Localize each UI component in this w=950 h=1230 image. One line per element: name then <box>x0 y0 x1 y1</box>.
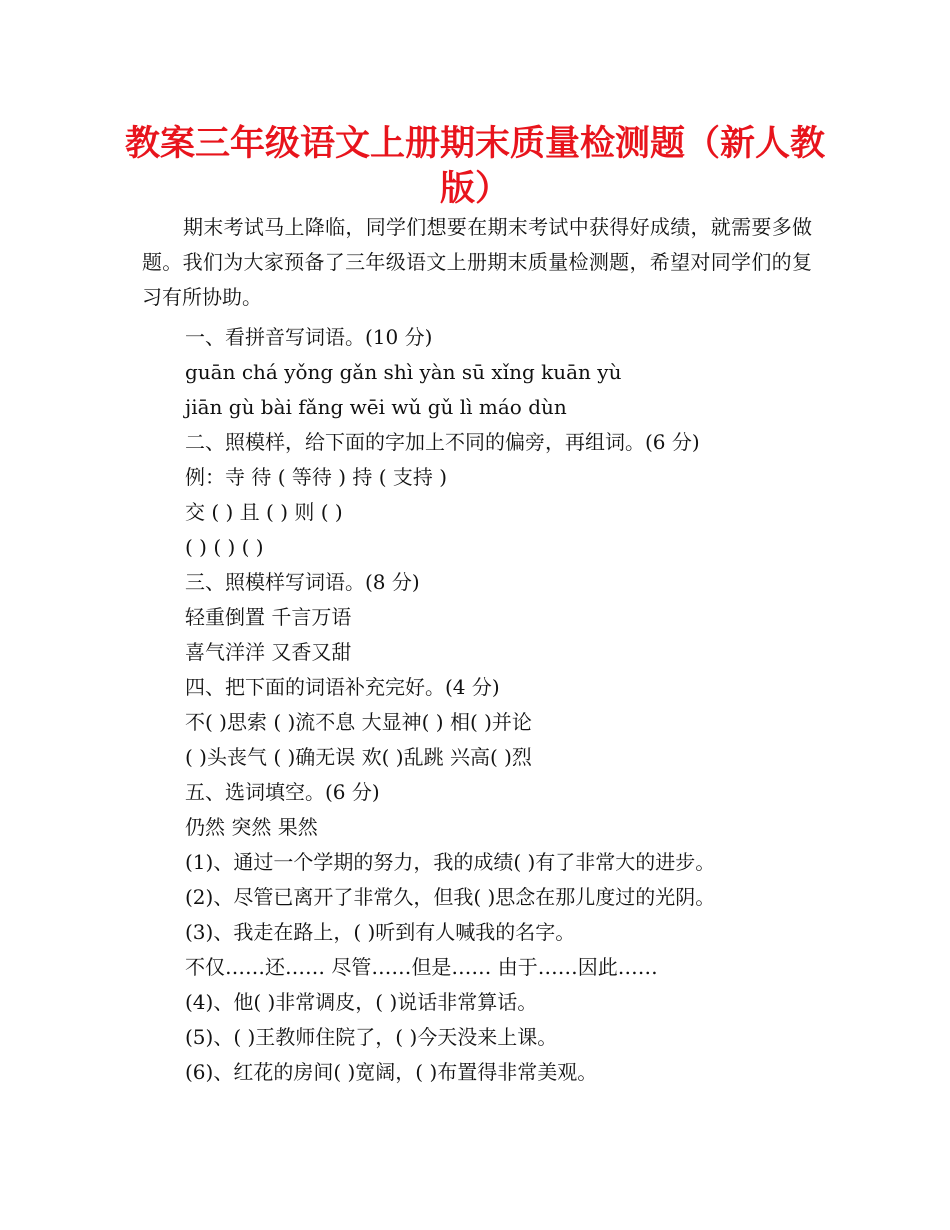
exercise-line: 不( )思索 ( )流不息 大显神( ) 相( )并论 <box>185 710 532 734</box>
question-item: (6)、红花的房间( )宽阔，( )布置得非常美观。 <box>185 1060 598 1084</box>
document-title: 教案三年级语文上册期末质量检测题（新人教版） <box>124 124 825 209</box>
pinyin-line-2: jiān gù bài fǎng wēi wǔ gǔ lì máo dùn <box>185 395 567 419</box>
section-2-heading: 二、照模样，给下面的字加上不同的偏旁，再组词。(6 分) <box>185 430 700 454</box>
word-choices: 不仅……还…… 尽管……但是…… 由于……因此…… <box>185 955 658 979</box>
exam-body <box>185 320 845 1090</box>
question-item: (5)、( )王教师住院了，( )今天没来上课。 <box>185 1025 558 1049</box>
question-item: (1)、通过一个学期的努力，我的成绩( )有了非常大的进步。 <box>185 850 716 874</box>
section-1-heading: 一、看拼音写词语。(10 分) <box>185 325 433 349</box>
section-3-heading: 三、照模样写词语。(8 分) <box>185 570 420 594</box>
section-5-heading: 五、选词填空。(6 分) <box>185 780 380 804</box>
question-item: (4)、他( )非常调皮，( )说话非常算话。 <box>185 990 538 1014</box>
exercise-line: 交 ( ) 且 ( ) 则 ( ) <box>185 500 343 524</box>
intro-paragraph: 期末考试马上降临，同学们想要在期末考试中获得好成绩，就需要多做题。我们为大家预备了三年级语文上册期末质量检测题，希望对同学们的复习有所协助。 <box>142 215 812 309</box>
word-choices: 仍然 突然 果然 <box>185 815 318 839</box>
question-item: (3)、我走在路上，( )听到有人喊我的名字。 <box>185 920 576 944</box>
section-4-heading: 四、把下面的词语补充完好。(4 分) <box>185 675 500 699</box>
question-item: (2)、尽管已离开了非常久，但我( )思念在那儿度过的光阴。 <box>185 885 716 909</box>
exercise-line: 喜气洋洋 又香又甜 <box>185 640 352 664</box>
example-line: 例：寺 待 ( 等待 ) 持 ( 支持 ) <box>185 465 448 489</box>
exercise-line: ( )头丧气 ( )确无误 欢( )乱跳 兴高( )烈 <box>185 745 532 769</box>
exercise-line: 轻重倒置 千言万语 <box>185 605 352 629</box>
pinyin-line-1: guān chá yǒng gǎn shì yàn sū xǐng kuān yù <box>185 360 622 384</box>
exercise-line: ( ) ( ) ( ) <box>185 535 264 559</box>
